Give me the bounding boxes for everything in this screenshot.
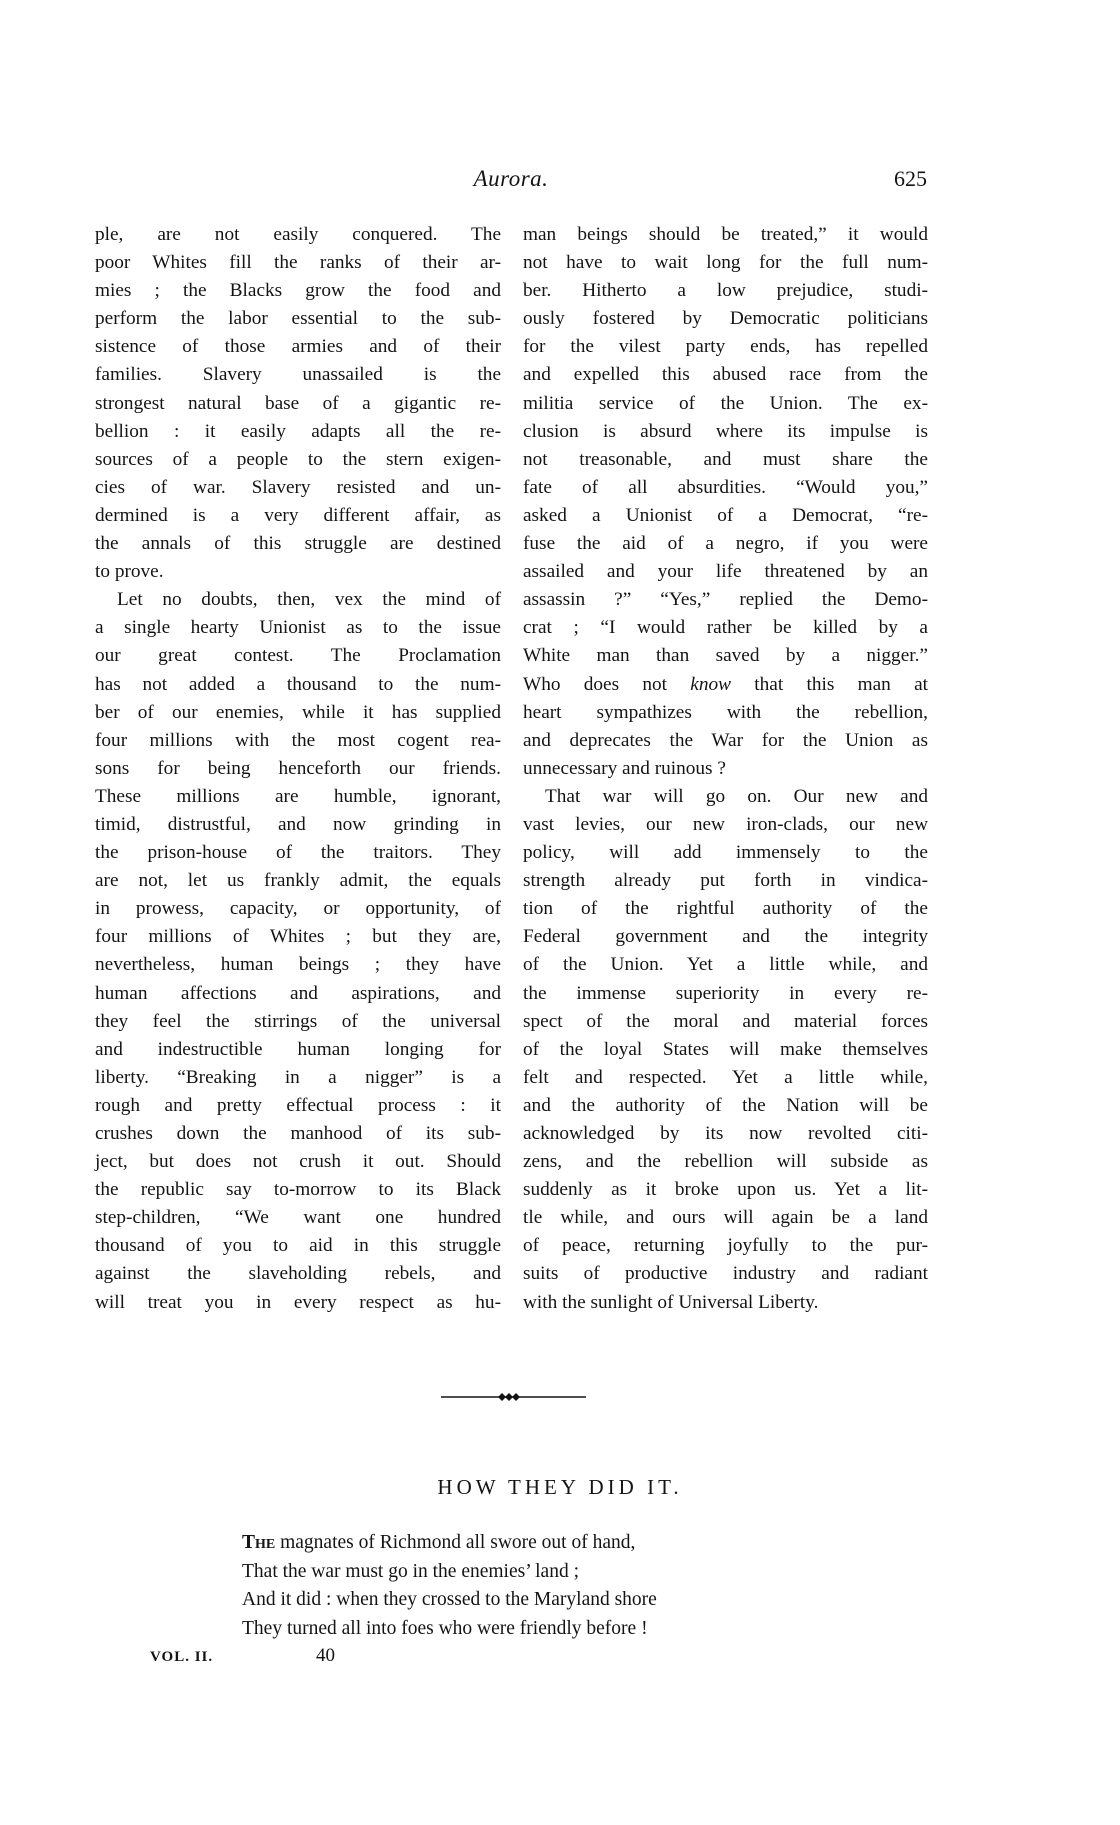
- text-line: and the authority of the Nation will be: [523, 1094, 928, 1116]
- text-line: thousand of you to aid in this struggle: [95, 1235, 501, 1257]
- text-line: tion of the rightful authority of the: [523, 898, 928, 920]
- text-line: cies of war. Slavery resisted and un-: [95, 476, 501, 498]
- poem-line-2: That the war must go in the enemies’ land ;: [242, 1560, 580, 1582]
- text-line: nevertheless, human beings ; they have: [95, 954, 501, 976]
- text-line: has not added a thousand to the num-: [95, 673, 501, 695]
- text-line: step-children, “We want one hundred: [95, 1207, 501, 1229]
- text-line: of peace, returning joyfully to the pur-: [523, 1235, 928, 1257]
- text-line: sources of a people to the stern exigen-: [95, 448, 501, 470]
- text-line: with the sunlight of Universal Liberty.: [523, 1291, 819, 1313]
- text-line: four millions with the most cogent rea-: [95, 729, 501, 751]
- text-line: strength already put forth in vindica-: [523, 870, 928, 892]
- text-line: clusion is absurd where its impulse is: [523, 420, 928, 442]
- running-head: [95, 166, 927, 196]
- page-number: 625: [894, 166, 927, 191]
- text-line: four millions of Whites ; but they are,: [95, 926, 501, 948]
- text-line: bellion : it easily adapts all the re-: [95, 420, 501, 442]
- right-column: [523, 221, 928, 1317]
- text-line: heart sympathizes with the rebellion,: [523, 701, 928, 723]
- text-line: suits of productive industry and radiant: [523, 1263, 928, 1285]
- signature-mark: VOL. II.: [150, 1649, 214, 1665]
- text-line: will treat you in every respect as hu-: [95, 1291, 501, 1313]
- text-line: dermined is a very different affair, as: [95, 504, 501, 526]
- text-line: spect of the moral and material forces: [523, 1010, 928, 1032]
- text-line: a single hearty Unionist as to the issue: [95, 617, 501, 639]
- text-line: strongest natural base of a gigantic re-: [95, 392, 501, 414]
- text-line: ously fostered by Democratic politicians: [523, 308, 928, 330]
- text-line: ber. Hitherto a low prejudice, studi-: [523, 280, 928, 302]
- text-line: are not, let us frankly admit, the equals: [95, 870, 501, 892]
- text-line: of the Union. Yet a little while, and: [523, 954, 928, 976]
- left-column: [95, 221, 501, 1317]
- text-line: crushes down the manhood of its sub-: [95, 1123, 501, 1144]
- text-line: and deprecates the War for the Union as: [523, 729, 928, 751]
- poem-line-4: They turned all into foes who were friendly before !: [242, 1617, 648, 1639]
- text-line: sistence of those armies and of their: [95, 336, 501, 358]
- text-line: perform the labor essential to the sub-: [95, 308, 501, 330]
- text-line: liberty. “Breaking in a nigger” is a: [95, 1066, 501, 1088]
- text-line: assailed and your life threatened by an: [523, 561, 928, 583]
- text-line: and indestructible human longing for: [95, 1038, 501, 1060]
- text-line: not have to wait long for the full num-: [523, 252, 928, 274]
- text-line: ject, but does not crush it out. Should: [95, 1151, 501, 1173]
- text-line: in prowess, capacity, or opportunity, of: [95, 898, 501, 920]
- text-line: timid, distrustful, and now grinding in: [95, 813, 501, 835]
- text-line: These millions are humble, ignorant,: [95, 785, 501, 807]
- text-line: Let no doubts, then, vex the mind of: [117, 589, 501, 611]
- text-line: against the slaveholding rebels, and: [95, 1263, 501, 1285]
- section-divider-ornament-icon: [441, 1391, 586, 1403]
- text-line: the immense superiority in every re-: [523, 982, 928, 1004]
- text-line: unnecessary and ruinous ?: [523, 757, 726, 779]
- text-line: ple, are not easily conquered. The: [95, 224, 501, 245]
- text-line: of the loyal States will make themselves: [523, 1038, 928, 1060]
- poem-line-3: And it did : when they crossed to the Maryland shore: [242, 1589, 657, 1610]
- text-line: and expelled this abused race from the: [523, 364, 928, 386]
- text-line: poor Whites fill the ranks of their ar-: [95, 252, 501, 274]
- section-title: HOW THEY DID IT.: [437, 1475, 683, 1499]
- poem: [242, 1529, 657, 1643]
- text-line: White man than saved by a nigger.”: [523, 645, 928, 667]
- text-line: families. Slavery unassailed is the: [95, 364, 501, 386]
- text-line: man beings should be treated,” it would: [523, 224, 928, 245]
- text-line: asked a Unionist of a Democrat, “re-: [523, 504, 928, 526]
- signature-number: 40: [316, 1645, 335, 1666]
- text-line: fuse the aid of a negro, if you were: [523, 533, 928, 555]
- text-line: suddenly as it broke upon us. Yet a lit-: [523, 1179, 928, 1201]
- text-line: Federal government and the integrity: [523, 926, 928, 948]
- text-line: for the vilest party ends, has repelled: [523, 336, 928, 358]
- running-title: Aurora.: [473, 166, 549, 191]
- text-line: tle while, and ours will again be a land: [523, 1207, 928, 1229]
- text-line: assassin ?” “Yes,” replied the Demo-: [523, 589, 928, 611]
- text-line: to prove.: [95, 561, 164, 583]
- text-line: they feel the stirrings of the universal: [95, 1010, 501, 1032]
- text-line: the annals of this struggle are destined: [95, 533, 501, 555]
- text-line: felt and respected. Yet a little while,: [523, 1066, 928, 1088]
- text-line: human affections and aspirations, and: [95, 982, 501, 1004]
- text-line: the prison-house of the traitors. They: [95, 842, 501, 864]
- text-line: acknowledged by its now revolted citi-: [523, 1123, 928, 1144]
- text-line: not treasonable, and must share the: [523, 448, 928, 470]
- text-line: zens, and the rebellion will subside as: [523, 1151, 928, 1173]
- text-line: policy, will add immensely to the: [523, 842, 928, 864]
- text-line: Who does not know that this man at: [523, 673, 928, 695]
- poem-initial-word: The: [242, 1532, 276, 1553]
- text-line: militia service of the Union. The ex-: [523, 392, 928, 414]
- poem-line-1: [242, 1529, 657, 1558]
- text-line: mies ; the Blacks grow the food and: [95, 280, 501, 302]
- text-line: sons for being henceforth our friends.: [95, 757, 501, 779]
- text-line: fate of all absurdities. “Would you,”: [523, 476, 928, 498]
- poem-line-1-text: magnates of Richmond all swore out of hand,: [275, 1532, 636, 1553]
- text-line: vast levies, our new iron-clads, our new: [523, 813, 928, 835]
- text-line: crat ; “I would rather be killed by a: [523, 617, 928, 639]
- text-line: our great contest. The Proclamation: [95, 645, 501, 667]
- text-line: ber of our enemies, while it has supplied: [95, 701, 501, 723]
- text-line: rough and pretty effectual process : it: [95, 1094, 501, 1116]
- text-line: the republic say to-morrow to its Black: [95, 1179, 501, 1201]
- text-line: That war will go on. Our new and: [545, 785, 928, 807]
